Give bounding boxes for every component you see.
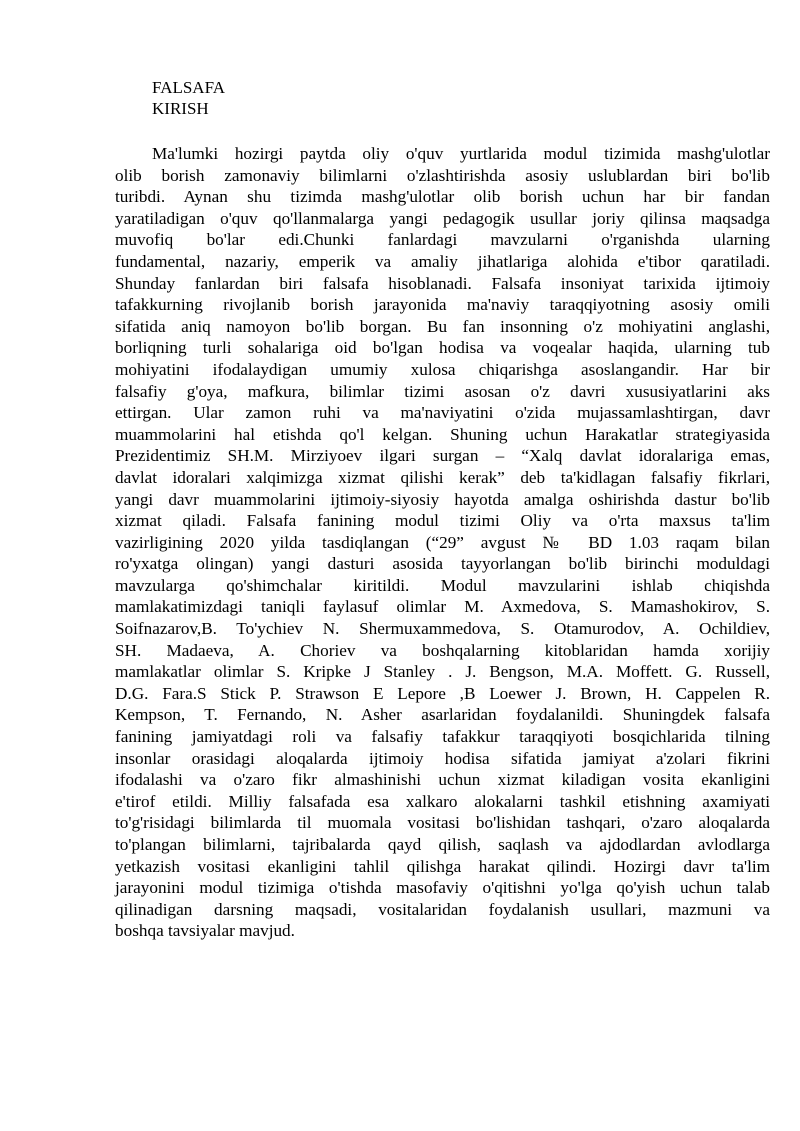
- paragraph-line: muammolarini hal etishda qo'l kelgan. Shuning uchun Harakatlar strategiyasida: [115, 424, 770, 444]
- document-title: FALSAFA: [152, 78, 226, 97]
- paragraph-line: mamlakatlar olimlar S. Kripke J Stanley . J. Bengson, M.A. Moffett. G. Russell,: [115, 662, 770, 682]
- paragraph-line: falsafiy g'oya, mafkura, bilimlar tizimi asosan o'z davri xususiyatlarini aks: [115, 381, 770, 401]
- paragraph-line: to'plangan bilimlarni, tajribalarda qayd qilish, saqlash va ajdodlardan avlodlarga: [115, 835, 770, 854]
- paragraph-line: xizmat qiladi. Falsafa fanining modul tizimi Oliy va o'rta maxsus ta'lim: [115, 511, 770, 531]
- paragraph-line: D.G. Fara.S Stick P. Strawson E Lepore ,B Loewer J. Brown, H. Cappelen R.: [115, 683, 770, 703]
- body-paragraph: [115, 143, 770, 942]
- paragraph-line: mavzularga qo'shimchalar kiritildi. Modul mavzularini ishlab chiqishda: [115, 575, 770, 595]
- paragraph-line: ettirgan. Ular zamon ruhi va ma'naviyatini o'zida mujassamlashtirgan, davr: [115, 403, 770, 423]
- paragraph-line: fanining jamiyatdagi roli va falsafiy tafakkur taraqqiyoti bosqichlarida tilning: [115, 727, 770, 747]
- section-heading: KIRISH: [152, 99, 209, 118]
- heading-block: [152, 77, 225, 119]
- paragraph-line: fundamental, nazariy, emperik va amaliy jihatlariga alohida e'tibor qaratiladi.: [115, 251, 770, 271]
- paragraph-line: yetkazish vositasi ekanligini tahlil qilishga harakat qilindi. Hozirgi davr ta'lim: [115, 856, 770, 876]
- paragraph-line: Soifnazarov,B. To'ychiev N. Shermuxammedova, S. Otamurodov, A. Ochildiev,: [115, 619, 770, 639]
- paragraph-line: yaratiladigan o'quv qo'llanmalarga yangi pedagogik usullar joriy qilinsa maqsadga: [115, 208, 770, 228]
- paragraph-line: to'g'risidagi bilimlarda til muomala vositasi bo'lishidan tashqari, o'zaro aloqalarda: [115, 813, 770, 833]
- paragraph-line: jarayonini modul tizimiga o'tishda masofaviy o'qitishni yo'lga qo'yish uchun talab: [115, 878, 770, 898]
- paragraph-line: yangi davr muammolarini ijtimoiy-siyosiy hayotda amalga oshirishda dastur bo'lib: [115, 489, 770, 509]
- paragraph-line: mamlakatimizdagi taniqli faylasuf olimlar M. Axmedova, S. Mamashokirov, S.: [115, 597, 770, 617]
- paragraph-line: Kempson, T. Fernando, N. Asher asarlaridan foydalanildi. Shuningdek falsafa: [115, 705, 770, 725]
- paragraph-line: mohiyatini ifodalaydigan umumiy xulosa chiqarishga asoslangandir. Har bir: [115, 359, 770, 379]
- paragraph-line: muvofiq bo'lar edi.Chunki fanlardagi mavzularni o'rganishda ularning: [115, 230, 770, 250]
- paragraph-line: vazirligining 2020 yilda tasdiqlangan (“29” avgust № BD 1.03 raqam bilan: [115, 532, 770, 552]
- paragraph-line: SH. Madaeva, A. Choriev va boshqalarning kitoblaridan hamda xorijiy: [115, 640, 770, 660]
- paragraph-line: turibdi. Aynan shu tizimda mashg'ulotlar olib borish uchun har bir fandan: [115, 187, 770, 207]
- paragraph-line: davlat idoralari xalqimizga xizmat qilishi kerak” deb ta'kidlagan falsafiy fikrlari,: [115, 467, 770, 487]
- paragraph-line: borliqning turli sohalariga oid bo'lgan hodisa va voqealar haqida, ularning tub: [115, 338, 770, 358]
- paragraph-line: ro'yxatga olingan) yangi dasturi asosida tayyorlangan bo'lib birinchi moduldagi: [115, 554, 770, 574]
- paragraph-line: olib borish zamonaviy bilimlarni o'zlashtirishda asosiy uslublardan biri bo'lib: [115, 165, 770, 185]
- paragraph-line: ifodalashi va o'zaro fikr almashinishi uchun xizmat kiladigan vosita ekanligini: [115, 770, 770, 790]
- paragraph-line: e'tirof etildi. Milliy falsafada esa xalkaro alokalarni tashkil etishning axamiyati: [115, 791, 770, 811]
- paragraph-line: qilinadigan darsning maqsadi, vositalaridan foydalanish usullari, mazmuni va: [115, 899, 770, 919]
- paragraph-line: Prezidentimiz SH.M. Mirziyoev ilgari surgan – “Xalq davlat idoralariga emas,: [115, 446, 770, 466]
- paragraph-line: Ma'lumki hozirgi paytda oliy o'quv yurtlarida modul tizimida mashg'ulotlar: [152, 144, 770, 163]
- paragraph-line: Shunday fanlardan biri falsafa hisoblanadi. Falsafa insoniyat tarixida ijtimoiy: [115, 273, 770, 293]
- paragraph-line: boshqa tavsiyalar mavjud.: [115, 921, 295, 941]
- paragraph-line: tafakkurning rivojlanib borish jarayonida ma'naviy taraqqiyotning asosiy omili: [115, 295, 770, 315]
- paragraph-line: insonlar orasidagi aloqalarda ijtimoiy hodisa sifatida jamiyat a'zolari fikrini: [115, 748, 770, 768]
- paragraph-line: sifatida aniq namoyon bo'lib borgan. Bu fan insonning o'z mohiyatini anglashi,: [115, 316, 770, 336]
